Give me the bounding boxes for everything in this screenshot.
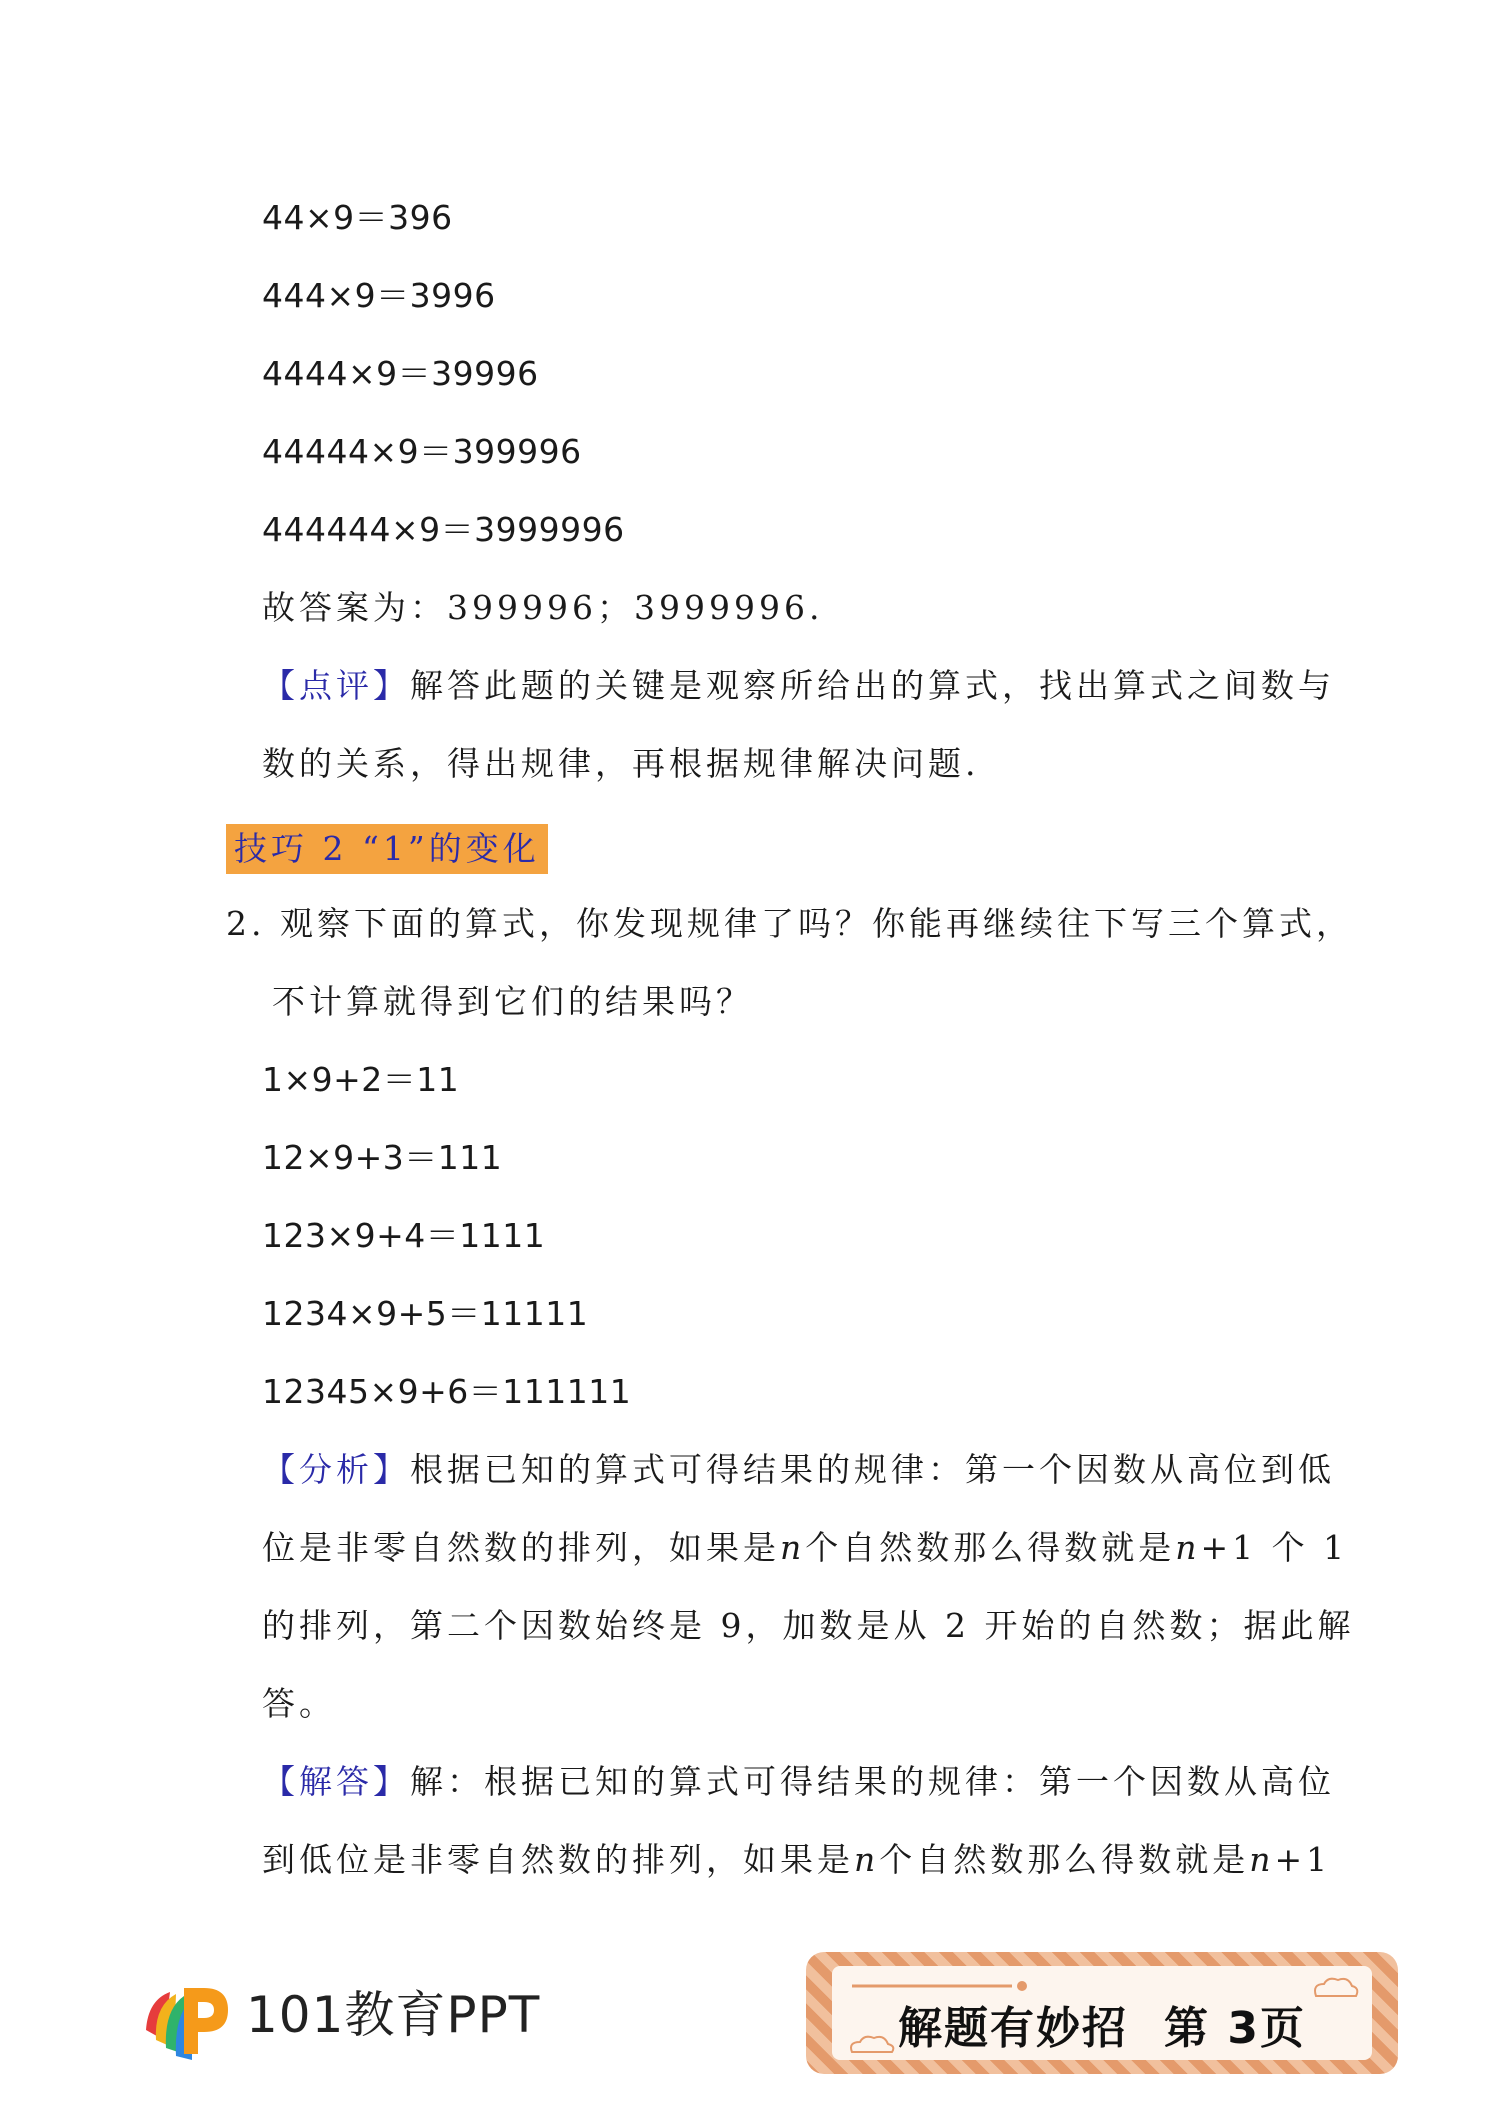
analysis-tag: 【分析】	[262, 1450, 410, 1489]
variable-n: n	[854, 1840, 880, 1879]
equation-line: 44444×9＝399996	[262, 432, 582, 471]
equation-line: 44×9＝396	[262, 198, 453, 237]
equation-line: 123×9+4＝1111	[262, 1216, 546, 1255]
solution-line	[262, 1838, 1331, 1882]
equation-line: 1×9+2＝11	[262, 1060, 460, 1099]
skill-heading: 技巧 2 “1”的变化	[226, 824, 548, 874]
equation-line: 444444×9＝3999996	[262, 510, 625, 549]
question-text: 2. 观察下面的算式，你发现规律了吗？你能再继续往下写三个算式，	[226, 904, 1353, 943]
equation-line: 12345×9+6＝111111	[262, 1372, 632, 1411]
comment-line: 数的关系，得出规律，再根据规律解决问题.	[262, 744, 980, 783]
analysis-line: 的排列，第二个因数始终是 9，加数是从 2 开始的自然数；据此解	[262, 1606, 1355, 1645]
analysis-text: 个自然数那么得数就是	[805, 1528, 1176, 1567]
page-number: 第 3页	[1164, 2003, 1306, 2054]
banner-title	[832, 1992, 1372, 2056]
equation-line: 12×9+3＝111	[262, 1138, 503, 1177]
banner-panel	[832, 1966, 1372, 2060]
solution-text: +1	[1274, 1840, 1332, 1879]
analysis-text: 根据已知的算式可得结果的规律：第一个因数从高位到低	[410, 1450, 1335, 1489]
analysis-text: +1 个 1	[1200, 1528, 1349, 1567]
comment-text: 解答此题的关键是观察所给出的算式，找出算式之间数与	[410, 666, 1335, 705]
analysis-line: 答。	[262, 1684, 336, 1723]
comment-line	[262, 664, 1335, 708]
analysis-text: 位是非零自然数的排列，如果是	[262, 1528, 780, 1567]
comment-tag: 【点评】	[262, 666, 410, 705]
answer-line: 故答案为：399996；3999996.	[262, 588, 824, 627]
solution-text: 解：根据已知的算式可得结果的规律：第一个因数从高位	[410, 1762, 1335, 1801]
variable-n: n	[780, 1528, 806, 1567]
brand-name: 101教育PPT	[246, 1986, 541, 2044]
banner-heading: 解题有妙招	[898, 2003, 1129, 2054]
equation-line: 444×9＝3996	[262, 276, 496, 315]
solution-tag: 【解答】	[262, 1762, 410, 1801]
question-text: 不计算就得到它们的结果吗？	[272, 982, 753, 1021]
equation-line: 1234×9+5＝11111	[262, 1294, 589, 1333]
variable-n: n	[1249, 1840, 1275, 1879]
brand-logo-icon	[140, 1970, 236, 2066]
solution-text: 到低位是非零自然数的排列，如果是	[262, 1840, 854, 1879]
variable-n: n	[1175, 1528, 1201, 1567]
equation-line: 4444×9＝39996	[262, 354, 539, 393]
solution-text: 个自然数那么得数就是	[879, 1840, 1250, 1879]
analysis-line	[262, 1448, 1335, 1492]
solution-line	[262, 1760, 1335, 1804]
page-banner	[806, 1952, 1398, 2074]
analysis-line	[262, 1526, 1348, 1570]
